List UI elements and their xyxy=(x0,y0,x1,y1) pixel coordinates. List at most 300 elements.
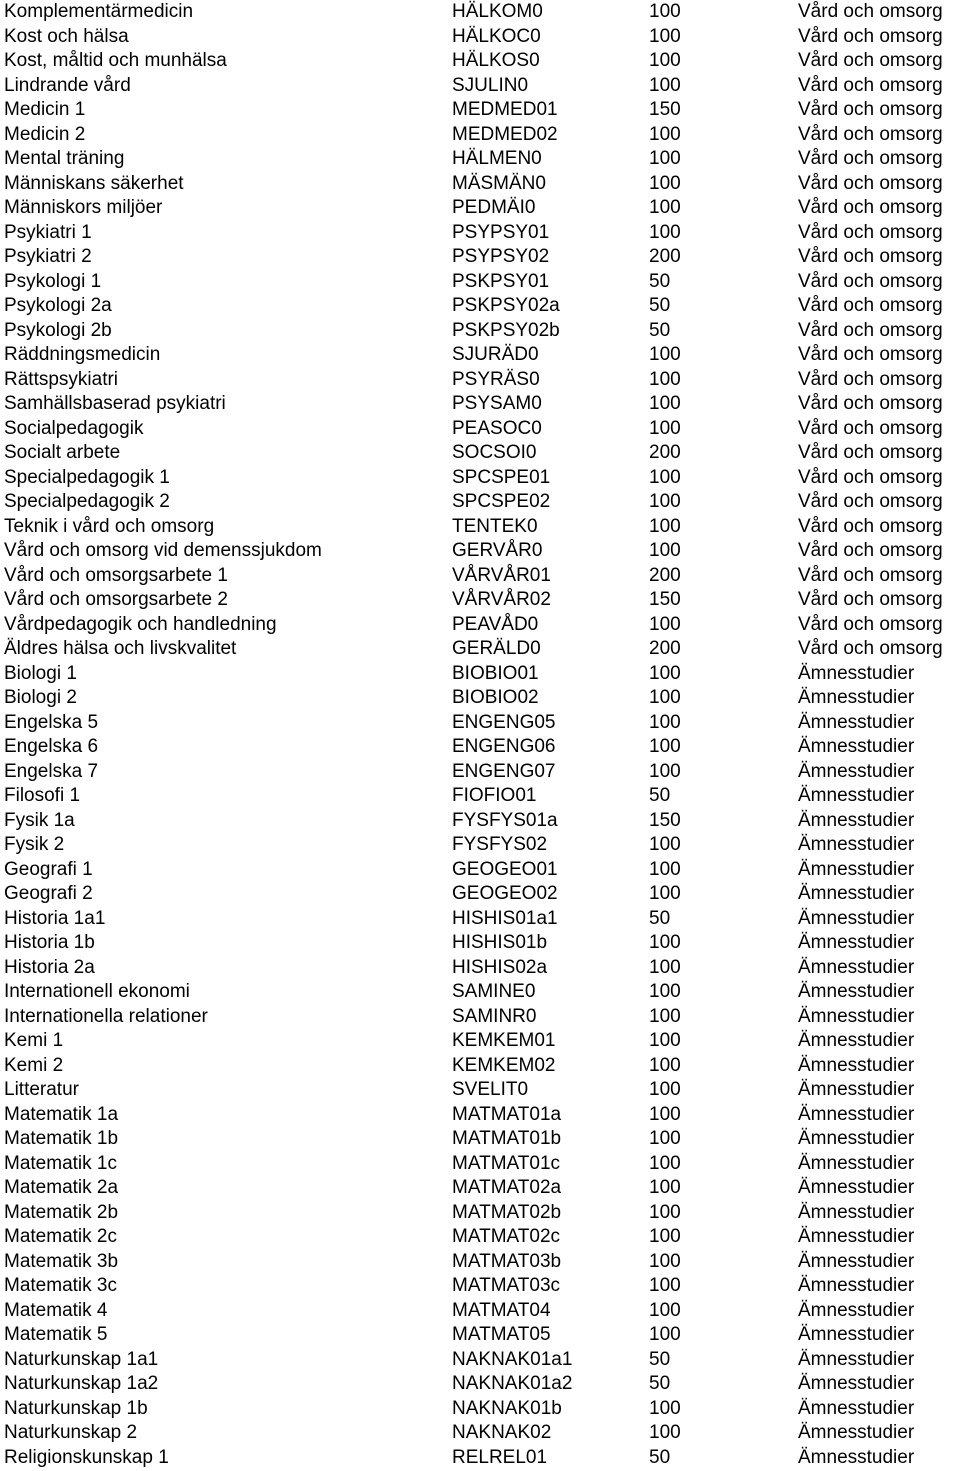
course-code: PEASOC0 xyxy=(452,417,542,439)
course-name: Socialt arbete xyxy=(4,442,121,463)
course-points: 150 xyxy=(649,99,681,120)
course-points: 100 xyxy=(649,172,681,194)
course-area: Vård och omsorg xyxy=(798,638,943,659)
course-code: TENTEK0 xyxy=(452,515,538,537)
table-row xyxy=(0,417,960,442)
course-code: VÅRVÅR01 xyxy=(452,564,551,586)
course-points: 100 xyxy=(649,25,681,47)
course-name: Geografi 2 xyxy=(4,883,93,904)
course-name: Matematik 2b xyxy=(4,1201,119,1223)
course-area: Ämnesstudier xyxy=(798,1324,915,1345)
table-row xyxy=(0,1421,960,1446)
course-name: Geografi 1 xyxy=(4,858,93,880)
course-name: Matematik 1b xyxy=(4,1128,119,1149)
course-code: HISHIS02a xyxy=(452,956,548,978)
course-name: Vård och omsorg vid demenssjukdom xyxy=(4,540,322,561)
course-points: 150 xyxy=(649,809,681,831)
course-code: SPCSPE02 xyxy=(452,491,551,512)
course-name: Matematik 3b xyxy=(4,1250,119,1272)
course-name: Psykologi 2a xyxy=(4,295,112,316)
table-row xyxy=(0,1446,960,1471)
course-name: Engelska 5 xyxy=(4,711,99,733)
course-area: Ämnesstudier xyxy=(798,809,915,831)
course-points: 100 xyxy=(649,858,681,880)
course-area: Vård och omsorg xyxy=(798,99,943,120)
course-name: Rättspsykiatri xyxy=(4,368,119,390)
course-area: Vård och omsorg xyxy=(798,442,943,463)
table-row xyxy=(0,1152,960,1177)
course-name: Komplementärmedicin xyxy=(4,1,194,22)
course-points: 100 xyxy=(649,1079,681,1100)
course-name: Äldres hälsa och livskvalitet xyxy=(4,638,237,659)
course-code: MEDMED01 xyxy=(452,99,558,120)
course-name: Religionskunskap 1 xyxy=(4,1446,169,1468)
course-code: FYSFYS01a xyxy=(452,809,558,831)
table-row xyxy=(0,1274,960,1299)
course-area: Ämnesstudier xyxy=(798,907,915,929)
course-points: 100 xyxy=(649,711,681,733)
course-points: 100 xyxy=(649,1005,681,1027)
course-code: MATMAT03b xyxy=(452,1250,562,1272)
course-points: 100 xyxy=(649,1397,681,1419)
course-code: HÄLKOS0 xyxy=(452,50,540,71)
table-row xyxy=(0,588,960,613)
course-name: Filosofi 1 xyxy=(4,785,81,806)
course-points: 100 xyxy=(649,1,681,22)
course-points: 100 xyxy=(649,1422,681,1443)
course-code: GERÄLD0 xyxy=(452,638,541,659)
table-row xyxy=(0,662,960,687)
course-area: Vård och omsorg xyxy=(798,589,943,610)
table-row xyxy=(0,1397,960,1422)
table-row xyxy=(0,1005,960,1030)
course-area: Vård och omsorg xyxy=(798,50,943,71)
table-row xyxy=(0,1127,960,1152)
course-code: HISHIS01a1 xyxy=(452,907,558,929)
course-points: 100 xyxy=(649,1226,681,1247)
table-row xyxy=(0,613,960,638)
course-code: ENGENG07 xyxy=(452,760,556,782)
course-points: 100 xyxy=(649,1324,681,1345)
course-code: PSKPSY02b xyxy=(452,319,560,341)
course-code: KEMKEM02 xyxy=(452,1054,556,1076)
course-points: 50 xyxy=(649,319,671,341)
course-points: 100 xyxy=(649,932,681,953)
course-name: Fysik 2 xyxy=(4,834,65,855)
course-name: Människors miljöer xyxy=(4,197,163,218)
course-name: Matematik 2c xyxy=(4,1226,117,1247)
course-code: PSYSAM0 xyxy=(452,393,542,414)
course-name: Kost och hälsa xyxy=(4,25,129,47)
course-area: Vård och omsorg xyxy=(798,197,943,218)
course-code: HÄLKOM0 xyxy=(452,1,543,22)
table-row xyxy=(0,368,960,393)
course-code: MATMAT05 xyxy=(452,1324,551,1345)
course-points: 50 xyxy=(649,1348,671,1370)
table-row xyxy=(0,172,960,197)
course-area: Ämnesstudier xyxy=(798,1005,915,1027)
course-code: PEAVÅD0 xyxy=(452,613,539,635)
course-code: MATMAT01a xyxy=(452,1103,562,1125)
course-code: PSYRÄS0 xyxy=(452,368,540,390)
course-code: ENGENG05 xyxy=(452,711,556,733)
course-area: Vård och omsorg xyxy=(798,540,943,561)
course-area: Ämnesstudier xyxy=(798,1422,915,1443)
course-code: BIOBIO02 xyxy=(452,687,539,708)
course-name: Historia 1b xyxy=(4,932,95,953)
course-area: Vård och omsorg xyxy=(798,1,943,22)
course-points: 100 xyxy=(649,687,681,708)
course-points: 100 xyxy=(649,368,681,390)
course-area: Ämnesstudier xyxy=(798,858,915,880)
course-area: Ämnesstudier xyxy=(798,1299,915,1321)
course-points: 50 xyxy=(649,907,671,929)
course-area: Ämnesstudier xyxy=(798,1373,915,1394)
course-code: MATMAT02a xyxy=(452,1177,562,1198)
course-points: 100 xyxy=(649,662,681,684)
course-code: SJURÄD0 xyxy=(452,344,539,365)
course-points: 100 xyxy=(649,1054,681,1076)
course-name: Specialpedagogik 1 xyxy=(4,466,170,488)
course-area: Ämnesstudier xyxy=(798,834,915,855)
course-code: GEOGEO02 xyxy=(452,883,558,904)
course-name: Matematik 2a xyxy=(4,1177,119,1198)
course-name: Biologi 2 xyxy=(4,687,77,708)
course-name: Kost, måltid och munhälsa xyxy=(4,50,227,71)
course-points: 100 xyxy=(649,50,681,71)
table-row xyxy=(0,637,960,662)
course-code: SVELIT0 xyxy=(452,1079,529,1100)
table-row xyxy=(0,74,960,99)
course-name: Matematik 4 xyxy=(4,1299,108,1321)
table-row xyxy=(0,760,960,785)
course-area: Ämnesstudier xyxy=(798,1030,915,1051)
course-area: Ämnesstudier xyxy=(798,1054,915,1076)
course-points: 150 xyxy=(649,589,681,610)
course-code: KEMKEM01 xyxy=(452,1030,556,1051)
course-area: Vård och omsorg xyxy=(798,368,943,390)
table-row xyxy=(0,882,960,907)
course-area: Ämnesstudier xyxy=(798,932,915,953)
course-area: Ämnesstudier xyxy=(798,1397,915,1419)
course-code: MEDMED02 xyxy=(452,123,558,145)
course-name: Naturkunskap 1a2 xyxy=(4,1373,159,1394)
table-row xyxy=(0,931,960,956)
course-points: 100 xyxy=(649,1201,681,1223)
course-code: SPCSPE01 xyxy=(452,466,551,488)
course-area: Ämnesstudier xyxy=(798,981,915,1002)
table-row xyxy=(0,833,960,858)
course-name: Specialpedagogik 2 xyxy=(4,491,170,512)
course-name: Samhällsbaserad psykiatri xyxy=(4,393,226,414)
course-area: Ämnesstudier xyxy=(798,883,915,904)
course-points: 200 xyxy=(649,246,681,267)
table-row xyxy=(0,392,960,417)
course-code: MATMAT01c xyxy=(452,1152,561,1174)
course-area: Vård och omsorg xyxy=(798,295,943,316)
course-area: Ämnesstudier xyxy=(798,1226,915,1247)
course-points: 100 xyxy=(649,344,681,365)
table-row xyxy=(0,1250,960,1275)
course-area: Ämnesstudier xyxy=(798,1152,915,1174)
table-row xyxy=(0,343,960,368)
course-code: NAKNAK01a1 xyxy=(452,1348,573,1370)
course-code: PSYPSY02 xyxy=(452,246,550,267)
course-code: HISHIS01b xyxy=(452,932,548,953)
course-area: Vård och omsorg xyxy=(798,319,943,341)
course-points: 100 xyxy=(649,1275,681,1296)
course-code: VÅRVÅR02 xyxy=(452,589,551,610)
table-row xyxy=(0,1372,960,1397)
course-points: 100 xyxy=(649,1103,681,1125)
course-name: Fysik 1a xyxy=(4,809,75,831)
course-area: Ämnesstudier xyxy=(798,1250,915,1272)
table-row xyxy=(0,270,960,295)
course-area: Ämnesstudier xyxy=(798,1177,915,1198)
table-row xyxy=(0,1225,960,1250)
course-name: Lindrande vård xyxy=(4,74,131,96)
course-points: 100 xyxy=(649,1177,681,1198)
table-row xyxy=(0,1054,960,1079)
table-row xyxy=(0,1299,960,1324)
course-area: Vård och omsorg xyxy=(798,148,943,169)
course-code: MATMAT02b xyxy=(452,1201,562,1223)
course-code: NAKNAK01b xyxy=(452,1397,562,1419)
course-name: Naturkunskap 1b xyxy=(4,1397,148,1419)
course-points: 100 xyxy=(649,393,681,414)
course-name: Matematik 5 xyxy=(4,1324,108,1345)
course-area: Vård och omsorg xyxy=(798,221,943,243)
table-row xyxy=(0,809,960,834)
course-name: Psykologi 1 xyxy=(4,270,102,292)
course-area: Vård och omsorg xyxy=(798,417,943,439)
table-row xyxy=(0,0,960,25)
course-area: Ämnesstudier xyxy=(798,785,915,806)
course-points: 200 xyxy=(649,564,681,586)
table-row xyxy=(0,245,960,270)
course-points: 100 xyxy=(649,197,681,218)
course-code: MATMAT04 xyxy=(452,1299,551,1321)
table-row xyxy=(0,294,960,319)
course-name: Matematik 1c xyxy=(4,1152,117,1174)
course-area: Vård och omsorg xyxy=(798,491,943,512)
table-row xyxy=(0,221,960,246)
course-name: Vård och omsorgsarbete 1 xyxy=(4,564,228,586)
course-name: Psykiatri 2 xyxy=(4,246,92,267)
course-name: Medicin 2 xyxy=(4,123,86,145)
course-points: 100 xyxy=(649,1128,681,1149)
table-row xyxy=(0,319,960,344)
course-points: 100 xyxy=(649,956,681,978)
table-row xyxy=(0,1103,960,1128)
course-name: Psykologi 2b xyxy=(4,319,112,341)
course-code: GERVÅR0 xyxy=(452,540,543,561)
course-name: Socialpedagogik xyxy=(4,417,144,439)
course-name: Historia 2a xyxy=(4,956,95,978)
course-code: PEDMÄI0 xyxy=(452,197,536,218)
course-name: Vård och omsorgsarbete 2 xyxy=(4,589,228,610)
course-points: 100 xyxy=(649,1250,681,1272)
course-area: Vård och omsorg xyxy=(798,74,943,96)
table-row xyxy=(0,539,960,564)
table-row xyxy=(0,980,960,1005)
course-code: SAMINR0 xyxy=(452,1005,537,1027)
course-area: Ämnesstudier xyxy=(798,1079,915,1100)
table-row xyxy=(0,466,960,491)
course-points: 200 xyxy=(649,638,681,659)
course-name: Kemi 1 xyxy=(4,1030,64,1051)
course-area: Ämnesstudier xyxy=(798,760,915,782)
course-name: Internationell ekonomi xyxy=(4,981,190,1002)
table-row xyxy=(0,711,960,736)
course-area: Ämnesstudier xyxy=(798,1128,915,1149)
table-row xyxy=(0,564,960,589)
course-points: 100 xyxy=(649,417,681,439)
course-name: Engelska 7 xyxy=(4,760,99,782)
course-area: Ämnesstudier xyxy=(798,687,915,708)
course-points: 50 xyxy=(649,270,671,292)
course-area: Vård och omsorg xyxy=(798,564,943,586)
table-row xyxy=(0,784,960,809)
course-name: Räddningsmedicin xyxy=(4,344,161,365)
table-row xyxy=(0,1176,960,1201)
table-row xyxy=(0,1078,960,1103)
course-name: Mental träning xyxy=(4,148,125,169)
course-area: Vård och omsorg xyxy=(798,172,943,194)
course-points: 100 xyxy=(649,123,681,145)
course-area: Vård och omsorg xyxy=(798,270,943,292)
table-row xyxy=(0,196,960,221)
course-name: Matematik 3c xyxy=(4,1275,117,1296)
course-code: BIOBIO01 xyxy=(452,662,539,684)
table-row xyxy=(0,98,960,123)
course-area: Vård och omsorg xyxy=(798,123,943,145)
course-points: 100 xyxy=(649,74,681,96)
course-code: FIOFIO01 xyxy=(452,785,537,806)
course-area: Vård och omsorg xyxy=(798,25,943,47)
course-points: 100 xyxy=(649,981,681,1002)
course-code: MATMAT01b xyxy=(452,1128,562,1149)
course-area: Vård och omsorg xyxy=(798,246,943,267)
course-code: SAMINE0 xyxy=(452,981,536,1002)
course-points: 200 xyxy=(649,442,681,463)
course-points: 100 xyxy=(649,491,681,512)
course-code: RELREL01 xyxy=(452,1446,548,1468)
table-row xyxy=(0,123,960,148)
table-row xyxy=(0,49,960,74)
table-row xyxy=(0,1201,960,1226)
table-row xyxy=(0,956,960,981)
course-points: 50 xyxy=(649,1373,671,1394)
course-name: Internationella relationer xyxy=(4,1005,208,1027)
table-row xyxy=(0,1029,960,1054)
course-area: Vård och omsorg xyxy=(798,466,943,488)
course-code: PSKPSY01 xyxy=(452,270,550,292)
course-code: HÄLMEN0 xyxy=(452,148,542,169)
course-area: Vård och omsorg xyxy=(798,515,943,537)
course-points: 100 xyxy=(649,760,681,782)
course-points: 100 xyxy=(649,515,681,537)
table-row xyxy=(0,1323,960,1348)
course-code: HÄLKOC0 xyxy=(452,25,541,47)
course-code: SOCSOI0 xyxy=(452,442,537,463)
course-name: Psykiatri 1 xyxy=(4,221,92,243)
course-code: PSYPSY01 xyxy=(452,221,550,243)
course-area: Ämnesstudier xyxy=(798,1446,915,1468)
course-code: NAKNAK01a2 xyxy=(452,1373,573,1394)
course-points: 100 xyxy=(649,1152,681,1174)
course-area: Ämnesstudier xyxy=(798,1103,915,1125)
course-code: SJULIN0 xyxy=(452,74,529,96)
course-name: Vårdpedagogik och handledning xyxy=(4,613,277,635)
table-row xyxy=(0,490,960,515)
table-row xyxy=(0,686,960,711)
table-row xyxy=(0,907,960,932)
course-name: Historia 1a1 xyxy=(4,907,106,929)
course-name: Medicin 1 xyxy=(4,99,86,120)
course-points: 100 xyxy=(649,540,681,561)
course-points: 50 xyxy=(649,295,671,316)
course-code: MATMAT02c xyxy=(452,1226,561,1247)
course-name: Kemi 2 xyxy=(4,1054,64,1076)
course-name: Teknik i vård och omsorg xyxy=(4,515,215,537)
course-name: Naturkunskap 1a1 xyxy=(4,1348,159,1370)
course-points: 100 xyxy=(649,221,681,243)
course-area: Ämnesstudier xyxy=(798,662,915,684)
course-points: 100 xyxy=(649,148,681,169)
course-code: PSKPSY02a xyxy=(452,295,560,316)
course-name: Biologi 1 xyxy=(4,662,77,684)
table-row xyxy=(0,735,960,760)
course-code: ENGENG06 xyxy=(452,736,556,757)
course-points: 100 xyxy=(649,466,681,488)
table-row xyxy=(0,1348,960,1373)
table-row xyxy=(0,147,960,172)
course-points: 100 xyxy=(649,834,681,855)
course-points: 50 xyxy=(649,1446,671,1468)
table-row xyxy=(0,858,960,883)
course-name: Litteratur xyxy=(4,1079,79,1100)
course-area: Vård och omsorg xyxy=(798,613,943,635)
course-area: Ämnesstudier xyxy=(798,1275,915,1296)
course-points: 50 xyxy=(649,785,671,806)
course-area: Ämnesstudier xyxy=(798,1201,915,1223)
course-area: Vård och omsorg xyxy=(798,344,943,365)
table-row xyxy=(0,515,960,540)
course-area: Ämnesstudier xyxy=(798,1348,915,1370)
course-area: Vård och omsorg xyxy=(798,393,943,414)
course-name: Naturkunskap 2 xyxy=(4,1422,138,1443)
course-code: MÄSMÄN0 xyxy=(452,172,546,194)
course-code: NAKNAK02 xyxy=(452,1422,552,1443)
table-row xyxy=(0,441,960,466)
course-points: 100 xyxy=(649,883,681,904)
course-name: Engelska 6 xyxy=(4,736,99,757)
course-area: Ämnesstudier xyxy=(798,711,915,733)
course-points: 100 xyxy=(649,1030,681,1051)
course-code: GEOGEO01 xyxy=(452,858,558,880)
course-code: FYSFYS02 xyxy=(452,834,548,855)
course-name: Människans säkerhet xyxy=(4,172,184,194)
course-points: 100 xyxy=(649,736,681,757)
course-area: Ämnesstudier xyxy=(798,956,915,978)
table-row xyxy=(0,25,960,50)
course-name: Matematik 1a xyxy=(4,1103,119,1125)
course-area: Ämnesstudier xyxy=(798,736,915,757)
course-points: 100 xyxy=(649,613,681,635)
course-points: 100 xyxy=(649,1299,681,1321)
course-code: MATMAT03c xyxy=(452,1275,561,1296)
